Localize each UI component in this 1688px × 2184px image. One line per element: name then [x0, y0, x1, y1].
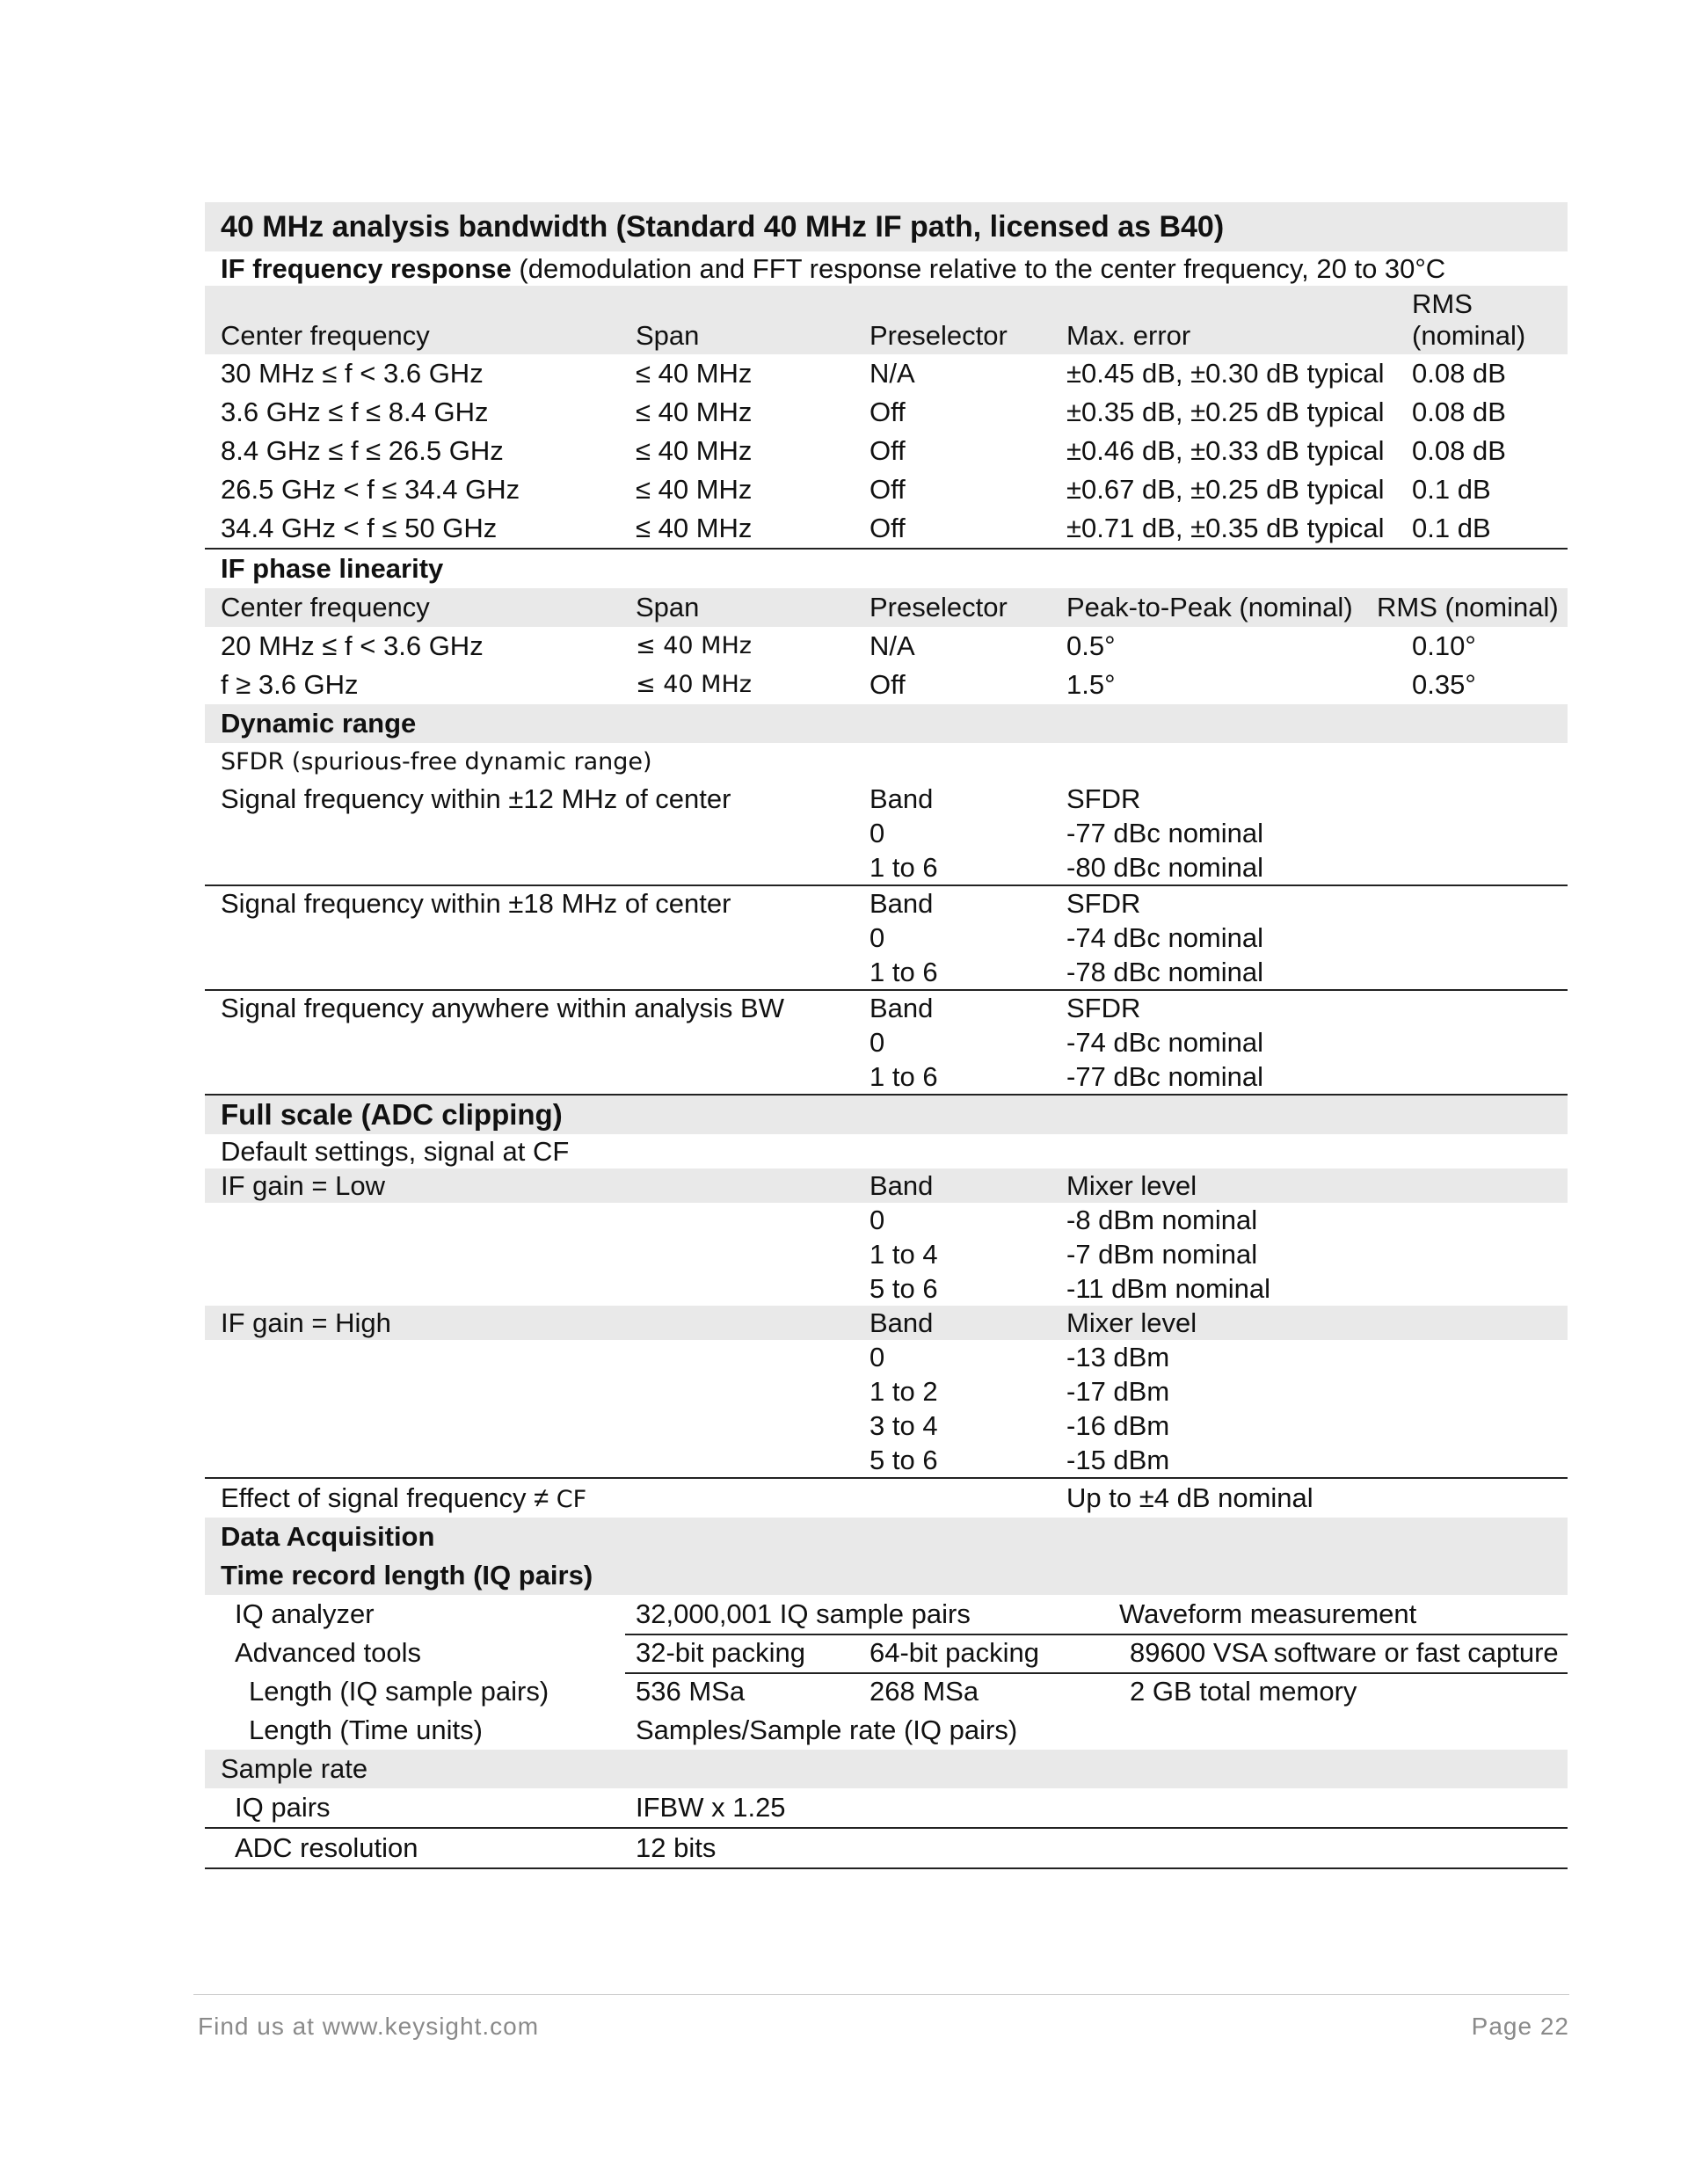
cell-sfdr: -77 dBc nominal [1066, 818, 1264, 848]
table-row [205, 1059, 1568, 1096]
table-row [205, 1374, 1568, 1409]
cell-mixer-level: -7 dBm nominal [1066, 1239, 1258, 1270]
advanced-32bit: 32-bit packing [636, 1637, 806, 1668]
table-row [205, 1340, 1568, 1374]
cell-band: 5 to 6 [869, 1273, 938, 1304]
sample-rate-label: Sample rate [221, 1753, 368, 1784]
cell-mixer-level: -15 dBm [1066, 1445, 1170, 1475]
header-rms-nominal: (nominal) [1412, 320, 1526, 351]
iq-pairs-row [205, 1788, 1568, 1829]
effect-cf: CF [556, 1486, 587, 1513]
table-row [205, 850, 1568, 886]
dynamic-range-header [205, 704, 1568, 743]
if-phase-label-row [205, 550, 1568, 588]
cell-preselector: Off [869, 669, 906, 700]
cell-mixer-level: -16 dBm [1066, 1410, 1170, 1441]
cell-preselector: N/A [869, 358, 915, 389]
if-phase-label: IF phase linearity [221, 553, 444, 584]
advanced-tools-label: Advanced tools [235, 1637, 421, 1668]
dynamic-range-label: Dynamic range [221, 708, 417, 739]
cell-span: ≤ 40 MHz [636, 474, 753, 505]
cell-max-error: ±0.46 dB, ±0.33 dB typical [1066, 435, 1385, 466]
cell-mixer-level: -13 dBm [1066, 1342, 1170, 1372]
advanced-64bit: 64-bit packing [869, 1637, 1040, 1668]
cell-sfdr: -77 dBc nominal [1066, 1061, 1264, 1092]
page-footer [193, 1994, 1569, 2040]
cell-center: 20 MHz ≤ f < 3.6 GHz [221, 630, 484, 661]
sfdr-header: SFDR [1066, 888, 1141, 919]
cell-span: ≤ 40 MHz [636, 435, 753, 466]
cell-center: 26.5 GHz < f ≤ 34.4 GHz [221, 474, 520, 505]
data-acq-header [205, 1518, 1568, 1556]
sfdr-header: SFDR [1066, 993, 1141, 1023]
table-row [205, 1025, 1568, 1059]
cell-band: 5 to 6 [869, 1445, 938, 1475]
sfdr-group-header [205, 886, 1568, 921]
header-rms: RMS (nominal) [1377, 592, 1559, 622]
footer-page-number: Page 22 [1471, 2013, 1569, 2040]
cell-center: 30 MHz ≤ f < 3.6 GHz [221, 358, 484, 389]
header-max-error: Max. error [1066, 320, 1191, 351]
cell-sfdr: -78 dBc nominal [1066, 957, 1264, 987]
length-iq-64bit: 268 MSa [869, 1676, 979, 1707]
cell-preselector: N/A [869, 630, 915, 661]
cell-span: ≤ 40 MHz [636, 671, 752, 698]
effect-label: Effect of signal frequency ≠ [221, 1482, 557, 1513]
cell-p2p: 0.5° [1066, 630, 1116, 661]
if-freq-response-label [205, 251, 1568, 286]
band-header: Band [869, 993, 934, 1023]
header-center: Center frequency [221, 592, 430, 622]
cell-center: f ≥ 3.6 GHz [221, 669, 359, 700]
cell-preselector: Off [869, 397, 906, 427]
band-header: Band [869, 783, 934, 814]
cell-band: 0 [869, 922, 885, 953]
cell-span: ≤ 40 MHz [636, 513, 753, 543]
cell-rms: 0.08 dB [1412, 397, 1506, 427]
sfdr-group-label: Signal frequency within ±18 MHz of center [221, 888, 731, 919]
table-row [205, 470, 1568, 509]
sfdr-group-label: Signal frequency anywhere within analysis BW [221, 993, 784, 1023]
table-row [205, 509, 1568, 550]
trl-header [205, 1556, 1568, 1595]
table-row [205, 1409, 1568, 1443]
cell-rms: 0.35° [1412, 669, 1476, 700]
if-gain-high-header [205, 1306, 1568, 1340]
band-header: Band [869, 1170, 934, 1201]
cell-center: 8.4 GHz ≤ f ≤ 26.5 GHz [221, 435, 504, 466]
table-row [205, 627, 1568, 666]
footer-website: Find us at www.keysight.com [198, 2013, 540, 2040]
spec-table [205, 202, 1568, 1869]
sfdr-group-label: Signal frequency within ±12 MHz of center [221, 783, 731, 814]
band-header: Band [869, 1307, 934, 1338]
iq-analyzer-label: IQ analyzer [235, 1598, 375, 1629]
iq-analyzer-note: Waveform measurement [1119, 1598, 1417, 1629]
header-center: Center frequency [221, 320, 430, 351]
if-freq-response-desc: (demodulation and FFT response relative to the center frequency, 20 to 30°C [511, 253, 1446, 284]
cell-span: ≤ 40 MHz [636, 632, 752, 659]
table-row [205, 1271, 1568, 1306]
mixer-level-header: Mixer level [1066, 1307, 1197, 1338]
adc-value: 12 bits [636, 1832, 717, 1863]
cell-band: 0 [869, 1205, 885, 1235]
cell-band: 1 to 2 [869, 1376, 938, 1407]
table-row [205, 921, 1568, 955]
effect-row [205, 1479, 1568, 1518]
cell-center: 3.6 GHz ≤ f ≤ 8.4 GHz [221, 397, 489, 427]
header-rms: RMS [1412, 288, 1473, 319]
table-row [205, 666, 1568, 704]
length-time-value: Samples/Sample rate (IQ pairs) [636, 1714, 1018, 1745]
table-row [205, 955, 1568, 991]
header-span: Span [636, 592, 700, 622]
effect-value: Up to ±4 dB nominal [1066, 1482, 1313, 1513]
sfdr-group-header [205, 782, 1568, 816]
sfdr-group-header [205, 991, 1568, 1025]
cell-mixer-level: -11 dBm nominal [1066, 1273, 1271, 1304]
table-row [205, 1237, 1568, 1271]
cell-max-error: ±0.71 dB, ±0.35 dB typical [1066, 513, 1385, 543]
table-row [205, 816, 1568, 850]
if-gain-low-label: IF gain = Low [221, 1170, 385, 1201]
if-gain-high-label: IF gain = High [221, 1307, 391, 1338]
cell-p2p: 1.5° [1066, 669, 1116, 700]
sfdr-header: SFDR [1066, 783, 1141, 814]
if-phase-header [205, 588, 1568, 627]
mixer-level-header: Mixer level [1066, 1170, 1197, 1201]
iq-analyzer-value: 32,000,001 IQ sample pairs [636, 1598, 971, 1629]
full-scale-default: Default settings, signal at CF [221, 1136, 570, 1167]
cell-span: ≤ 40 MHz [636, 358, 753, 389]
cell-mixer-level: -8 dBm nominal [1066, 1205, 1258, 1235]
length-time-row [205, 1711, 1568, 1750]
length-iq-memory: 2 GB total memory [1130, 1676, 1357, 1707]
cell-rms: 0.10° [1412, 630, 1476, 661]
header-preselector: Preselector [869, 592, 1008, 622]
length-iq-label: Length (IQ sample pairs) [249, 1676, 549, 1707]
cell-band: 3 to 4 [869, 1410, 938, 1441]
advanced-vsa: 89600 VSA software or fast capture [1130, 1637, 1559, 1668]
cell-band: 0 [869, 818, 885, 848]
if-gain-low-header [205, 1168, 1568, 1203]
cell-band: 0 [869, 1027, 885, 1058]
cell-band: 1 to 4 [869, 1239, 938, 1270]
cell-rms: 0.08 dB [1412, 358, 1506, 389]
iq-pairs-label: IQ pairs [235, 1792, 331, 1823]
cell-rms: 0.1 dB [1412, 513, 1491, 543]
cell-span: ≤ 40 MHz [636, 397, 753, 427]
data-acq-label: Data Acquisition [221, 1521, 435, 1552]
if-freq-response-header [205, 286, 1568, 354]
cell-rms: 0.1 dB [1412, 474, 1491, 505]
if-freq-response-bold: IF frequency response [221, 253, 512, 284]
table-row [205, 432, 1568, 470]
sample-rate-header [205, 1750, 1568, 1788]
length-iq-32bit: 536 MSa [636, 1676, 746, 1707]
cell-sfdr: -74 dBc nominal [1066, 1027, 1264, 1058]
cell-band: 1 to 6 [869, 852, 938, 883]
cell-max-error: ±0.67 dB, ±0.25 dB typical [1066, 474, 1385, 505]
full-scale-label: Full scale (ADC clipping) [221, 1098, 563, 1131]
header-p2p: Peak-to-Peak (nominal) [1066, 592, 1353, 622]
cell-preselector: Off [869, 435, 906, 466]
cell-max-error: ±0.45 dB, ±0.30 dB typical [1066, 358, 1385, 389]
iq-analyzer-row [205, 1595, 1568, 1634]
table-row [205, 1203, 1568, 1237]
iq-pairs-value: IFBW x 1.25 [636, 1792, 786, 1823]
section-title-text: 40 MHz analysis bandwidth (Standard 40 MHz IF path, licensed as B40) [221, 210, 1225, 244]
length-time-label: Length (Time units) [249, 1714, 483, 1745]
length-iq-row [205, 1672, 1568, 1711]
cell-max-error: ±0.35 dB, ±0.25 dB typical [1066, 397, 1385, 427]
cell-band: 0 [869, 1342, 885, 1372]
full-scale-header [205, 1096, 1568, 1134]
header-span: Span [636, 320, 700, 351]
full-scale-default-row [205, 1134, 1568, 1168]
header-preselector: Preselector [869, 320, 1008, 351]
cell-sfdr: -74 dBc nominal [1066, 922, 1264, 953]
section-title [205, 202, 1568, 251]
table-row [205, 393, 1568, 432]
cell-band: 1 to 6 [869, 957, 938, 987]
band-header: Band [869, 888, 934, 919]
trl-label: Time record length (IQ pairs) [221, 1560, 593, 1591]
sfdr-label: SFDR (spurious-free dynamic range) [221, 748, 652, 775]
table-row [205, 1443, 1568, 1479]
cell-sfdr: -80 dBc nominal [1066, 852, 1264, 883]
cell-band: 1 to 6 [869, 1061, 938, 1092]
cell-rms: 0.08 dB [1412, 435, 1506, 466]
cell-mixer-level: -17 dBm [1066, 1376, 1170, 1407]
advanced-tools-row [205, 1634, 1568, 1672]
cell-center: 34.4 GHz < f ≤ 50 GHz [221, 513, 498, 543]
adc-row [205, 1829, 1568, 1869]
cell-preselector: Off [869, 513, 906, 543]
adc-label: ADC resolution [235, 1832, 418, 1863]
cell-preselector: Off [869, 474, 906, 505]
sfdr-label-row [205, 743, 1568, 782]
table-row [205, 354, 1568, 393]
